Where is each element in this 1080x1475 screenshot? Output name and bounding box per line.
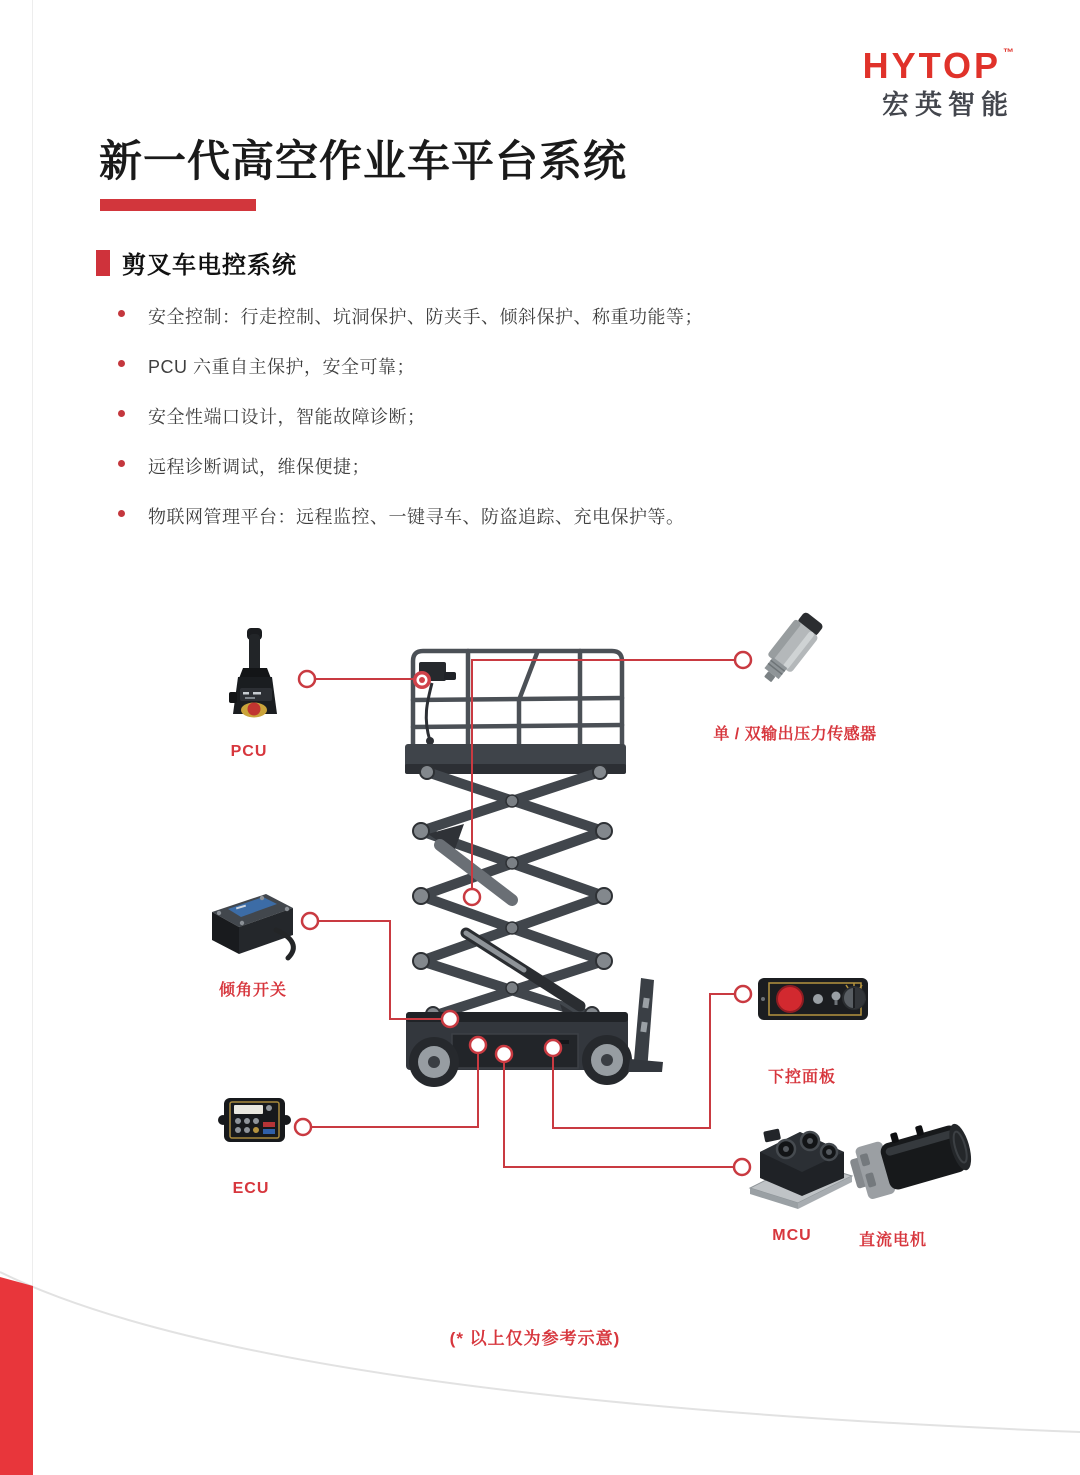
dc-motor-label: 直流电机 [858,1232,927,1249]
mcu-illustration [750,1128,852,1209]
title-underline [100,199,256,211]
brand-name: HYTOP [862,45,1001,86]
pressure-sensor-illustration [755,609,826,688]
brand-logo [862,45,1014,120]
section-heading [96,245,297,280]
tilt-switch-label: 倾角开关 [218,982,287,999]
mcu-label: MCU [772,1227,812,1244]
pcu-illustration [229,628,277,718]
feature-item: 安全性端口设计，智能故障诊断； [118,403,738,429]
section-heading-text: 剪叉车电控系统 [122,252,297,279]
trademark-symbol: ™ [1003,47,1014,59]
pressure-sensor-label: 单 / 双输出压力传感器 [713,726,877,743]
reference-footnote: (* 以上仅为参考示意) [449,1329,621,1348]
brand-wordmark [862,45,1014,86]
corner-red-bar [0,1277,33,1475]
ecu-label: ECU [232,1180,270,1197]
section-marker [96,250,110,276]
diagram-illustration [0,600,1080,1280]
feature-item: 物联网管理平台：远程监控、一键寻车、防盗追踪、充电保护等。 [118,503,738,529]
feature-item: 安全控制：行走控制、坑洞保护、防夹手、倾斜保护、称重功能等； [118,303,738,329]
feature-item: PCU 六重自主保护，安全可靠； [118,353,738,379]
decorative-curve [0,1260,1080,1475]
brand-chinese-name: 宏英智能 [882,90,1014,120]
lower-control-panel-illustration [758,978,868,1020]
dc-motor-illustration [846,1114,976,1203]
tilt-switch-illustration [212,894,293,958]
feature-list [118,303,738,553]
feature-item: 远程诊断调试，维保便捷； [118,453,738,479]
callout-rings [295,652,751,1175]
ecu-illustration [218,1098,291,1142]
lower-control-panel-label: 下控面板 [767,1069,836,1086]
pcu-label: PCU [230,743,268,760]
callout-lines [311,660,735,1167]
page-title: 新一代高空作业车平台系统 [99,138,627,186]
pcu-anchor-dot [413,671,431,689]
